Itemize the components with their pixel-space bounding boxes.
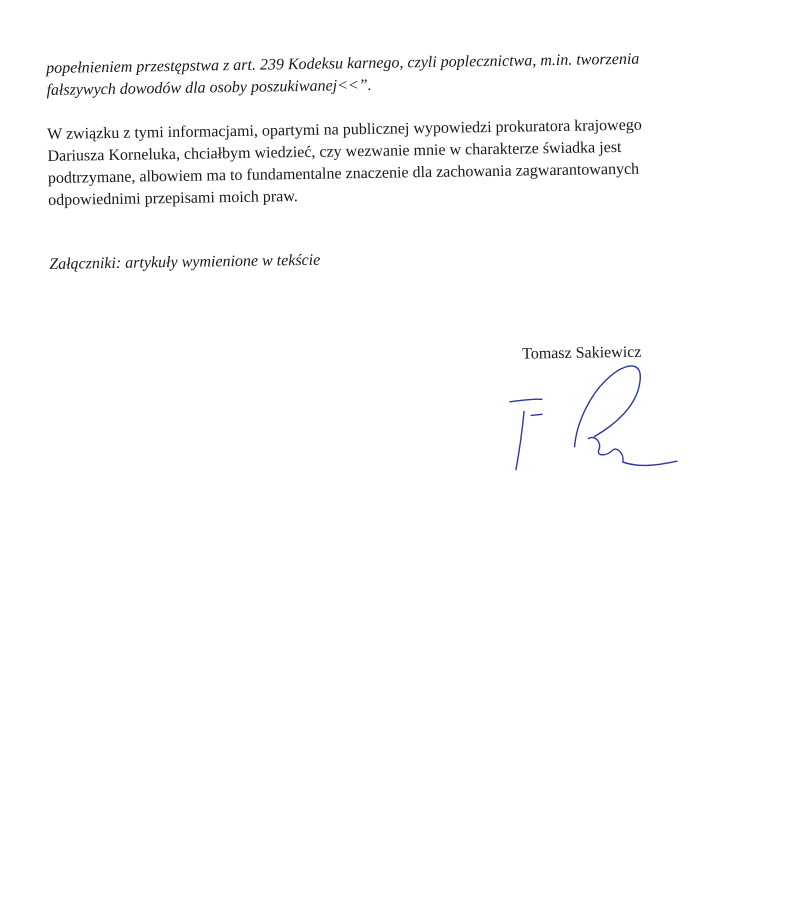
signature-block bbox=[497, 343, 699, 506]
paragraph-quote-ending bbox=[46, 47, 753, 102]
paragraph-line: odpowiednimi przepisami moich praw. bbox=[48, 188, 298, 209]
letter-body bbox=[46, 47, 755, 274]
paragraph-question bbox=[47, 113, 754, 212]
paragraph-line: popełnieniem przestępstwa z art. 239 Kodeksu karnego, czyli poplecznictwa, m.in. tworzenia bbox=[46, 50, 640, 77]
handwritten-signature bbox=[497, 343, 699, 506]
signer-name: Tomasz Sakiewicz bbox=[521, 343, 642, 363]
paragraph-line: podtrzymane, albowiem ma to fundamentalne znaczenie dla zachowania zagwarantowanych bbox=[47, 160, 640, 187]
paragraph-line: W związku z tymi informacjami, opartymi na publicznej wypowiedzi prokuratora krajowego bbox=[47, 116, 642, 143]
paragraph-line: Dariusza Korneluka, chciałbym wiedzieć, czy wezwanie mnie w charakterze świadka jest bbox=[47, 138, 622, 165]
paragraph-line: fałszywych dowodów dla osoby poszukiwanej<<”. bbox=[46, 76, 372, 99]
attachments-note: Załączniki: artykuły wymienione w tekście bbox=[49, 251, 321, 273]
